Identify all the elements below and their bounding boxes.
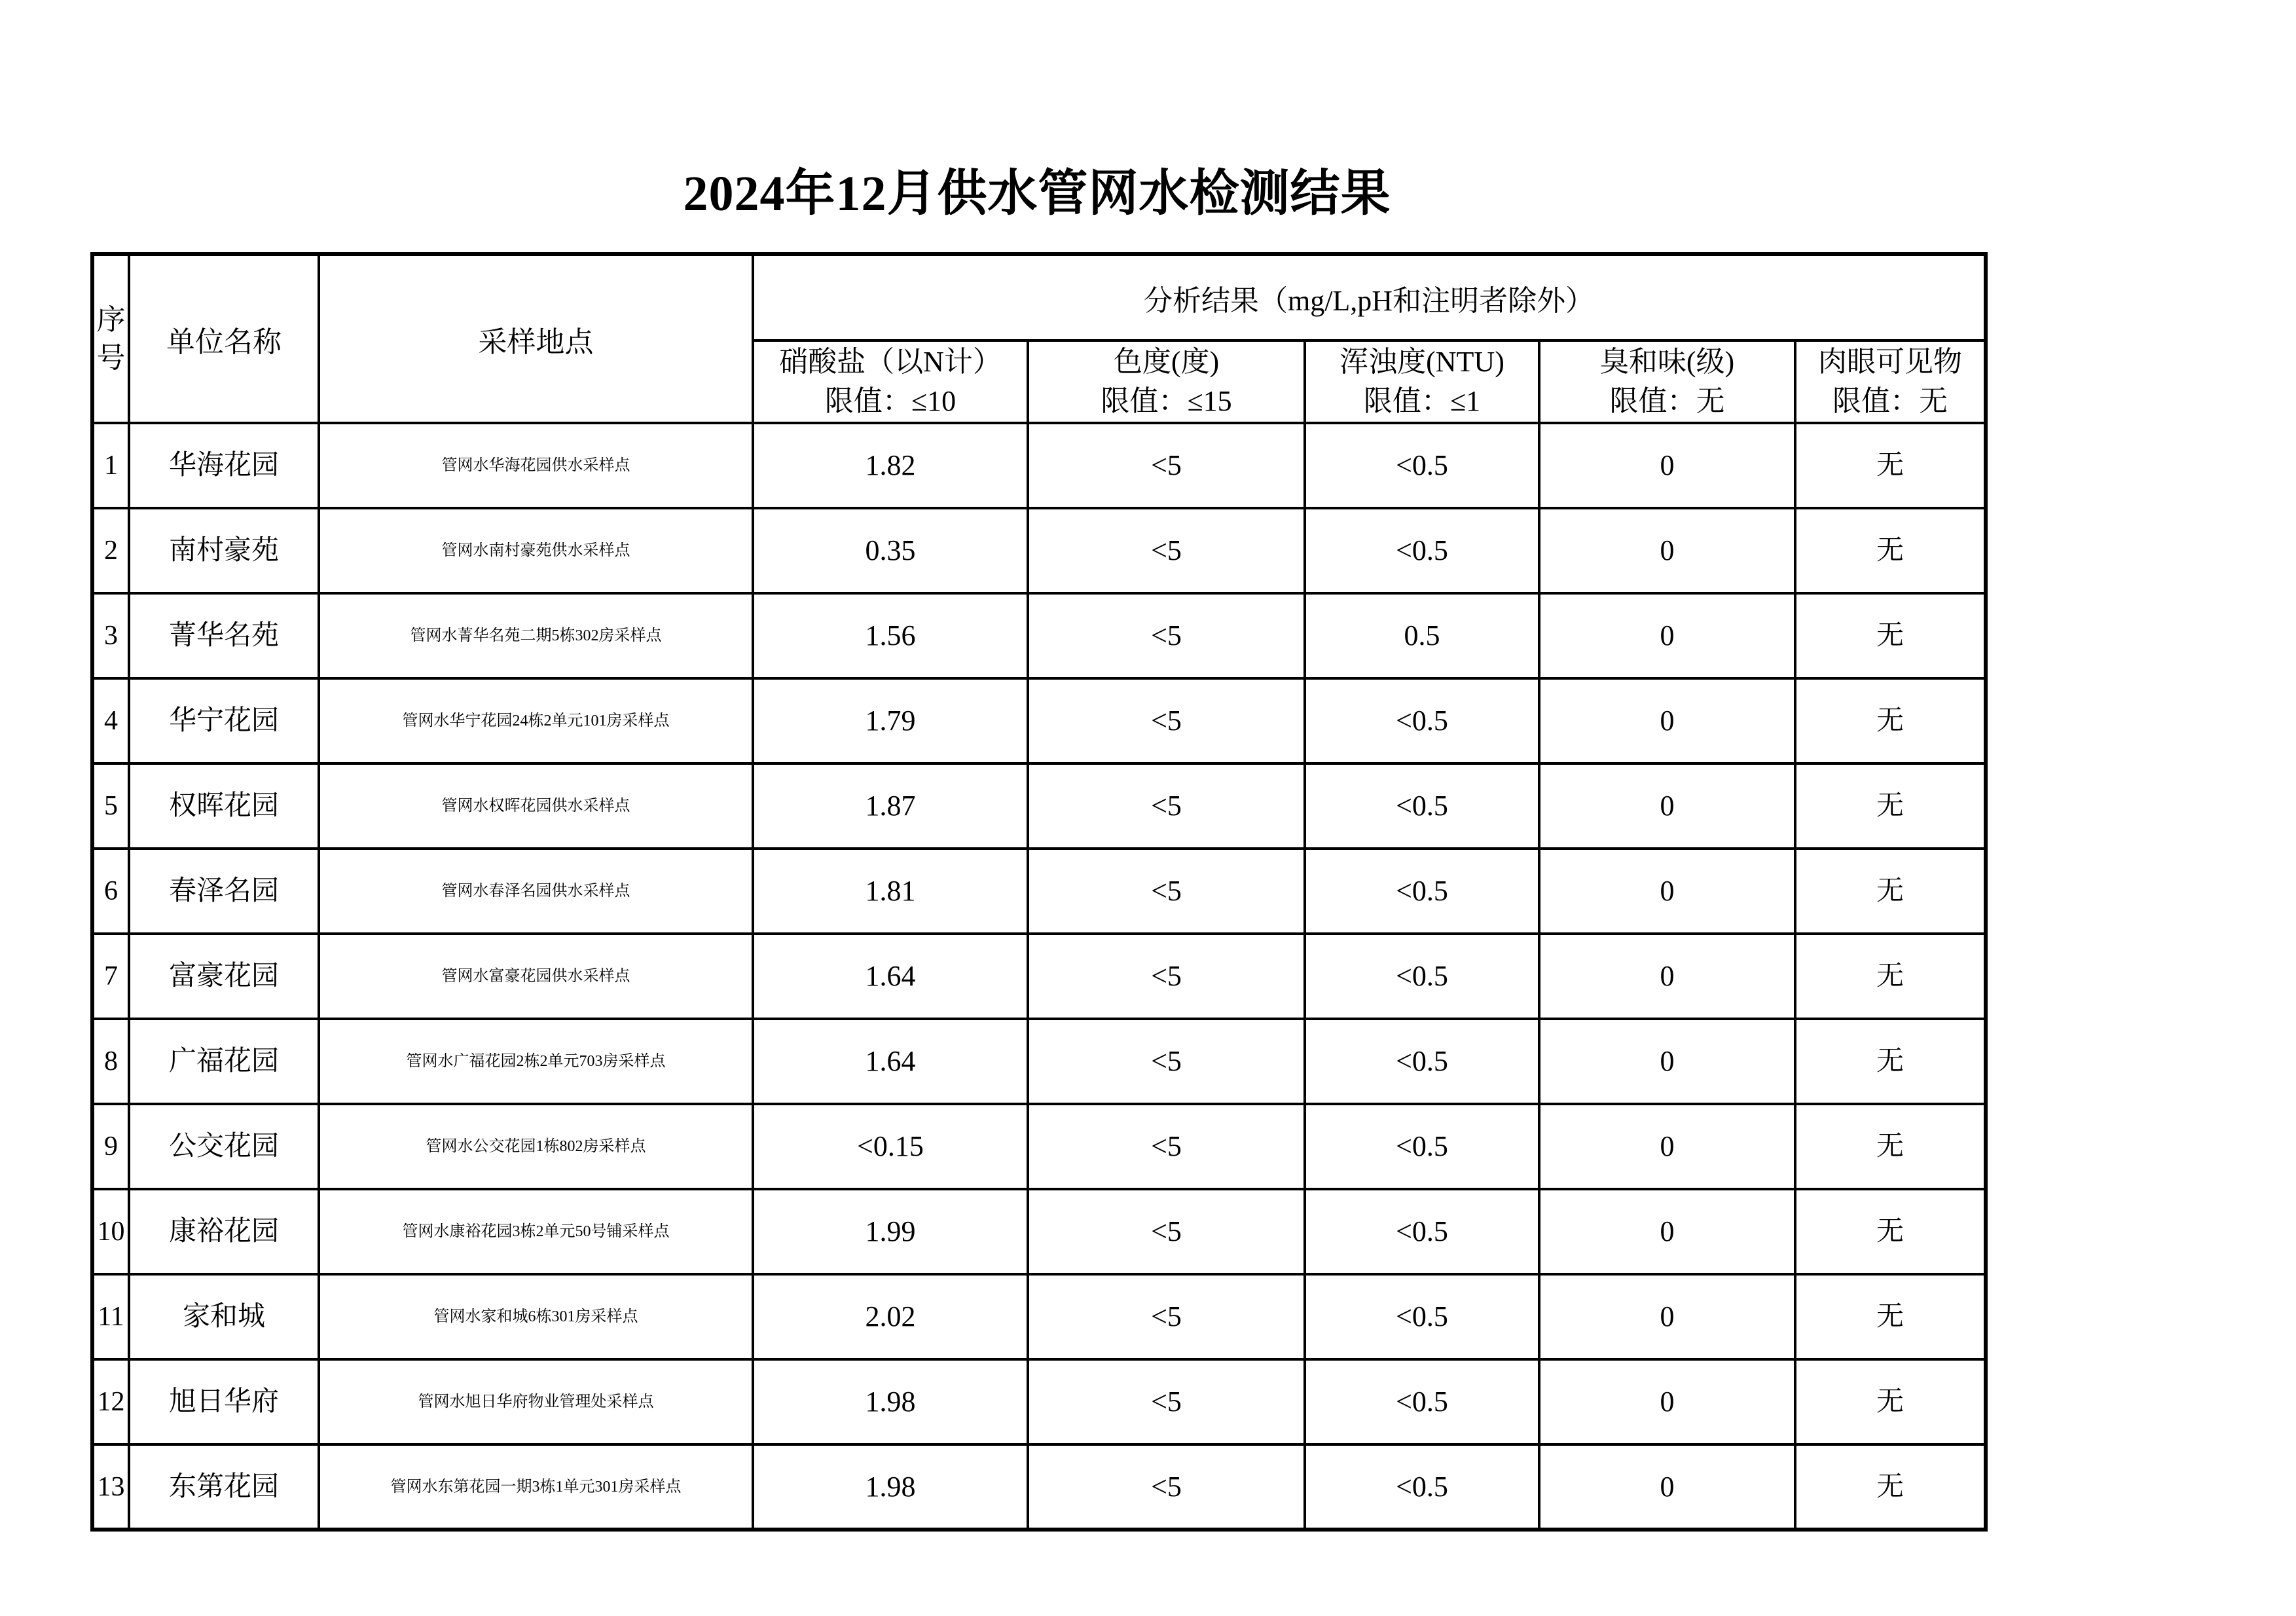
table-row [92,934,1986,1019]
visible-matter-name-label: 肉眼可见物 [1818,346,1963,378]
cell-odor: 0 [1539,763,1795,849]
header-row-group [92,254,1986,340]
cell-sampling-location: 管网水东第花园一期3栋1单元301房采样点 [319,1444,753,1530]
turbidity-name-label: 浑浊度(NTU) [1339,346,1504,378]
cell-sampling-location: 管网水家和城6栋301房采样点 [319,1274,753,1359]
cell-visible-matter: 无 [1795,1444,1986,1530]
cell-index: 6 [92,849,129,934]
cell-chroma: <5 [1028,423,1305,508]
cell-nitrate: <0.15 [753,1104,1028,1189]
table-body [92,423,1986,1530]
cell-chroma: <5 [1028,1189,1305,1274]
table-row [92,763,1986,849]
table-row [92,678,1986,763]
cell-sampling-location: 管网水公交花园1栋802房采样点 [319,1104,753,1189]
water-quality-table [90,252,1988,1532]
cell-visible-matter: 无 [1795,1019,1986,1104]
cell-unit-name: 康裕花园 [129,1189,319,1274]
cell-unit-name: 东第花园 [129,1444,319,1530]
cell-odor: 0 [1539,1274,1795,1359]
col-header-visible-matter [1795,340,1986,423]
cell-sampling-location: 管网水华海花园供水采样点 [319,423,753,508]
turbidity-limit-label: 限值：≤1 [1363,385,1481,417]
cell-index: 4 [92,678,129,763]
cell-sampling-location: 管网水康裕花园3栋2单元50号铺采样点 [319,1189,753,1274]
cell-visible-matter: 无 [1795,508,1986,593]
cell-chroma: <5 [1028,1359,1305,1444]
cell-chroma: <5 [1028,678,1305,763]
col-header-analysis-group: 分析结果（mg/L,pH和注明者除外） [753,254,1986,340]
cell-sampling-location: 管网水华宁花园24栋2单元101房采样点 [319,678,753,763]
cell-visible-matter: 无 [1795,1359,1986,1444]
cell-index: 5 [92,763,129,849]
cell-nitrate: 2.02 [753,1274,1028,1359]
cell-sampling-location: 管网水广福花园2栋2单元703房采样点 [319,1019,753,1104]
cell-turbidity: <0.5 [1305,508,1539,593]
cell-index: 10 [92,1189,129,1274]
cell-index: 12 [92,1359,129,1444]
cell-chroma: <5 [1028,1444,1305,1530]
cell-odor: 0 [1539,934,1795,1019]
cell-turbidity: <0.5 [1305,678,1539,763]
cell-chroma: <5 [1028,763,1305,849]
cell-odor: 0 [1539,1444,1795,1530]
cell-index: 1 [92,423,129,508]
cell-index: 11 [92,1274,129,1359]
cell-visible-matter: 无 [1795,1104,1986,1189]
cell-odor: 0 [1539,678,1795,763]
cell-nitrate: 1.64 [753,1019,1028,1104]
table-row [92,1359,1986,1444]
cell-unit-name: 家和城 [129,1274,319,1359]
cell-sampling-location: 管网水春泽名园供水采样点 [319,849,753,934]
table-row [92,1104,1986,1189]
cell-odor: 0 [1539,508,1795,593]
chroma-limit-label: 限值：≤15 [1101,385,1232,417]
cell-visible-matter: 无 [1795,1274,1986,1359]
cell-nitrate: 1.87 [753,763,1028,849]
cell-chroma: <5 [1028,1019,1305,1104]
document-title: 2024年12月供水管网水检测结果 [683,166,1391,221]
table-row [92,423,1986,508]
cell-odor: 0 [1539,1104,1795,1189]
cell-turbidity: <0.5 [1305,1274,1539,1359]
cell-unit-name: 权晖花园 [129,763,319,849]
cell-unit-name: 广福花园 [129,1019,319,1104]
table-row [92,1274,1986,1359]
table-header [92,254,1986,423]
cell-turbidity: <0.5 [1305,1104,1539,1189]
table-row [92,593,1986,678]
cell-visible-matter: 无 [1795,763,1986,849]
cell-visible-matter: 无 [1795,423,1986,508]
table-row [92,1444,1986,1530]
cell-unit-name: 公交花园 [129,1104,319,1189]
cell-unit-name: 春泽名园 [129,849,319,934]
cell-index: 3 [92,593,129,678]
nitrate-name-label: 硝酸盐（以N计） [779,346,1002,378]
cell-sampling-location: 管网水菁华名苑二期5栋302房采样点 [319,593,753,678]
cell-nitrate: 0.35 [753,508,1028,593]
cell-turbidity: <0.5 [1305,1359,1539,1444]
cell-odor: 0 [1539,593,1795,678]
col-header-odor [1539,340,1795,423]
cell-chroma: <5 [1028,1104,1305,1189]
cell-unit-name: 华海花园 [129,423,319,508]
col-header-sampling-location: 采样地点 [319,254,753,423]
cell-sampling-location: 管网水南村豪苑供水采样点 [319,508,753,593]
cell-index: 13 [92,1444,129,1530]
cell-visible-matter: 无 [1795,849,1986,934]
cell-turbidity: 0.5 [1305,593,1539,678]
cell-visible-matter: 无 [1795,593,1986,678]
odor-name-label: 臭和味(级) [1599,346,1735,378]
cell-odor: 0 [1539,849,1795,934]
cell-turbidity: <0.5 [1305,763,1539,849]
cell-unit-name: 旭日华府 [129,1359,319,1444]
table-row [92,1189,1986,1274]
table-row [92,508,1986,593]
col-header-index: 序号 [92,254,129,423]
cell-index: 7 [92,934,129,1019]
col-header-turbidity [1305,340,1539,423]
cell-nitrate: 1.99 [753,1189,1028,1274]
cell-chroma: <5 [1028,593,1305,678]
col-header-chroma [1028,340,1305,423]
cell-index: 2 [92,508,129,593]
cell-nitrate: 1.79 [753,678,1028,763]
cell-nitrate: 1.81 [753,849,1028,934]
cell-chroma: <5 [1028,508,1305,593]
cell-odor: 0 [1539,1359,1795,1444]
visible-matter-limit-label: 限值：无 [1832,385,1948,417]
cell-odor: 0 [1539,1189,1795,1274]
cell-index: 8 [92,1019,129,1104]
cell-chroma: <5 [1028,849,1305,934]
cell-index: 9 [92,1104,129,1189]
cell-sampling-location: 管网水旭日华府物业管理处采样点 [319,1359,753,1444]
cell-unit-name: 富豪花园 [129,934,319,1019]
cell-nitrate: 1.64 [753,934,1028,1019]
cell-turbidity: <0.5 [1305,1019,1539,1104]
cell-odor: 0 [1539,423,1795,508]
cell-unit-name: 菁华名苑 [129,593,319,678]
cell-unit-name: 南村豪苑 [129,508,319,593]
cell-turbidity: <0.5 [1305,934,1539,1019]
table-row [92,1019,1986,1104]
cell-turbidity: <0.5 [1305,1189,1539,1274]
cell-visible-matter: 无 [1795,934,1986,1019]
table-row [92,849,1986,934]
col-header-nitrate [753,340,1028,423]
cell-nitrate: 1.56 [753,593,1028,678]
cell-turbidity: <0.5 [1305,849,1539,934]
cell-visible-matter: 无 [1795,1189,1986,1274]
cell-visible-matter: 无 [1795,678,1986,763]
cell-turbidity: <0.5 [1305,1444,1539,1530]
cell-odor: 0 [1539,1019,1795,1104]
cell-nitrate: 1.98 [753,1444,1028,1530]
cell-unit-name: 华宁花园 [129,678,319,763]
chroma-name-label: 色度(度) [1113,346,1220,378]
cell-sampling-location: 管网水富豪花园供水采样点 [319,934,753,1019]
cell-turbidity: <0.5 [1305,423,1539,508]
cell-nitrate: 1.82 [753,423,1028,508]
cell-nitrate: 1.98 [753,1359,1028,1444]
cell-sampling-location: 管网水权晖花园供水采样点 [319,763,753,849]
nitrate-limit-label: 限值：≤10 [824,385,957,417]
col-header-unit-name: 单位名称 [129,254,319,423]
cell-chroma: <5 [1028,1274,1305,1359]
odor-limit-label: 限值：无 [1609,385,1725,417]
cell-chroma: <5 [1028,934,1305,1019]
